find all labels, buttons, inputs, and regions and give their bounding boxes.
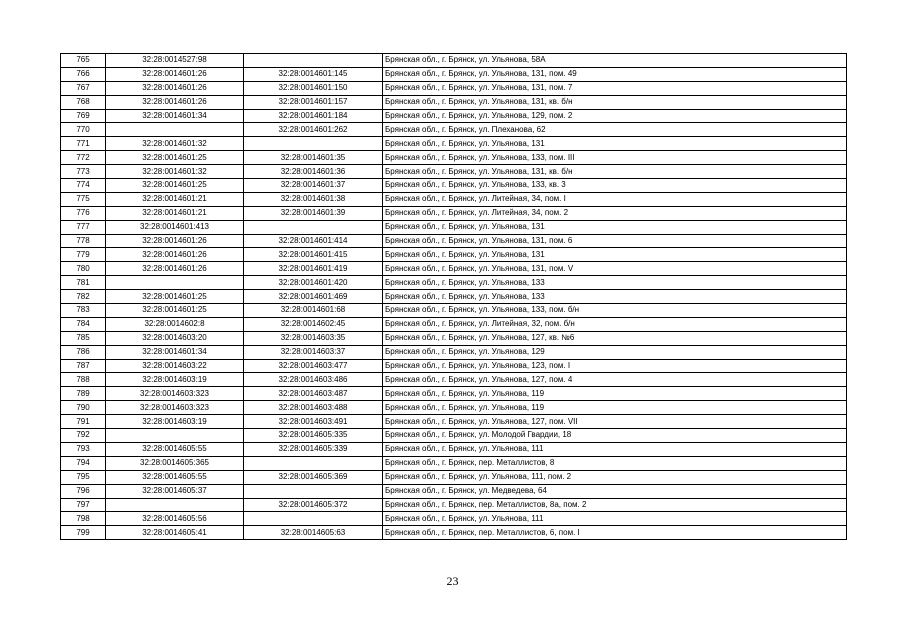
row-number-cell: 787 — [61, 359, 106, 373]
table-row — [61, 498, 847, 512]
address-cell: Брянская обл., г. Брянск, ул. Ульянова, 131, пом. 7 — [383, 81, 847, 95]
address-cell: Брянская обл., г. Брянск, ул. Ульянова, 133, пом. б/н — [383, 304, 847, 318]
parent-cadastral-number-cell: 32:28:0014605:55 — [106, 470, 244, 484]
row-number-cell: 776 — [61, 206, 106, 220]
row-number-cell: 788 — [61, 373, 106, 387]
cadastral-number-cell — [244, 137, 383, 151]
cadastral-number-cell: 32:28:0014601:157 — [244, 95, 383, 109]
table-row — [61, 345, 847, 359]
address-cell: Брянская обл., г. Брянск, ул. Ульянова, 111 — [383, 512, 847, 526]
table-row — [61, 165, 847, 179]
table-row — [61, 151, 847, 165]
cadastral-number-cell: 32:28:0014603:488 — [244, 401, 383, 415]
address-cell: Брянская обл., г. Брянск, ул. Ульянова, 127, пом. 4 — [383, 373, 847, 387]
table-row — [61, 456, 847, 470]
row-number-cell: 769 — [61, 109, 106, 123]
row-number-cell: 777 — [61, 220, 106, 234]
table-row — [61, 179, 847, 193]
row-number-cell: 766 — [61, 67, 106, 81]
table-row — [61, 192, 847, 206]
address-cell: Брянская обл., г. Брянск, ул. Ульянова, 131, пом. 6 — [383, 234, 847, 248]
row-number-cell: 799 — [61, 526, 106, 540]
table-row — [61, 526, 847, 540]
parent-cadastral-number-cell: 32:28:0014601:25 — [106, 290, 244, 304]
parent-cadastral-number-cell — [106, 498, 244, 512]
row-number-cell: 796 — [61, 484, 106, 498]
parent-cadastral-number-cell: 32:28:0014601:21 — [106, 192, 244, 206]
parent-cadastral-number-cell: 32:28:0014605:56 — [106, 512, 244, 526]
parent-cadastral-number-cell: 32:28:0014605:365 — [106, 456, 244, 470]
cadastral-number-cell: 32:28:0014601:419 — [244, 262, 383, 276]
parent-cadastral-number-cell: 32:28:0014601:26 — [106, 234, 244, 248]
address-cell: Брянская обл., г. Брянск, ул. Ульянова, 131, кв. б/н — [383, 165, 847, 179]
table-row — [61, 373, 847, 387]
cadastral-number-cell — [244, 484, 383, 498]
row-number-cell: 765 — [61, 54, 106, 68]
address-cell: Брянская обл., г. Брянск, ул. Ульянова, 133 — [383, 290, 847, 304]
parent-cadastral-number-cell: 32:28:0014601:413 — [106, 220, 244, 234]
row-number-cell: 793 — [61, 442, 106, 456]
table-row — [61, 304, 847, 318]
cadastral-number-cell: 32:28:0014601:68 — [244, 304, 383, 318]
cadastral-number-cell: 32:28:0014605:369 — [244, 470, 383, 484]
row-number-cell: 774 — [61, 179, 106, 193]
address-cell: Брянская обл., г. Брянск, ул. Ульянова, 123, пом. I — [383, 359, 847, 373]
row-number-cell: 767 — [61, 81, 106, 95]
cadastral-number-cell: 32:28:0014601:415 — [244, 248, 383, 262]
cadastral-number-cell: 32:28:0014601:469 — [244, 290, 383, 304]
parent-cadastral-number-cell — [106, 123, 244, 137]
cadastral-number-cell: 32:28:0014605:63 — [244, 526, 383, 540]
cadastral-number-cell — [244, 456, 383, 470]
table-row — [61, 470, 847, 484]
cadastral-number-cell: 32:28:0014601:37 — [244, 179, 383, 193]
cadastral-number-cell: 32:28:0014601:38 — [244, 192, 383, 206]
table-row — [61, 442, 847, 456]
row-number-cell: 792 — [61, 429, 106, 443]
parent-cadastral-number-cell: 32:28:0014601:26 — [106, 262, 244, 276]
address-cell: Брянская обл., г. Брянск, ул. Ульянова, 131, кв. б/н — [383, 95, 847, 109]
cadastral-number-cell: 32:28:0014601:35 — [244, 151, 383, 165]
address-cell: Брянская обл., г. Брянск, ул. Ульянова, 58А — [383, 54, 847, 68]
address-cell: Брянская обл., г. Брянск, ул. Медведева, 64 — [383, 484, 847, 498]
cadastral-number-cell — [244, 220, 383, 234]
address-cell: Брянская обл., г. Брянск, ул. Ульянова, 131 — [383, 248, 847, 262]
parent-cadastral-number-cell: 32:28:0014603:323 — [106, 387, 244, 401]
row-number-cell: 771 — [61, 137, 106, 151]
table-row — [61, 81, 847, 95]
table-row — [61, 401, 847, 415]
cadastral-number-cell: 32:28:0014601:150 — [244, 81, 383, 95]
row-number-cell: 785 — [61, 331, 106, 345]
row-number-cell: 782 — [61, 290, 106, 304]
address-cell: Брянская обл., г. Брянск, ул. Ульянова, 131, пом. V — [383, 262, 847, 276]
address-cell: Брянская обл., г. Брянск, пер. Металлистов, 8а, пом. 2 — [383, 498, 847, 512]
cadastral-number-cell: 32:28:0014605:372 — [244, 498, 383, 512]
parent-cadastral-number-cell: 32:28:0014601:26 — [106, 248, 244, 262]
address-cell: Брянская обл., г. Брянск, пер. Металлистов, 6, пом. I — [383, 526, 847, 540]
page-number: 23 — [446, 574, 459, 588]
parent-cadastral-number-cell: 32:28:0014601:25 — [106, 151, 244, 165]
address-cell: Брянская обл., г. Брянск, ул. Ульянова, 133 — [383, 276, 847, 290]
address-cell: Брянская обл., г. Брянск, пер. Металлистов, 8 — [383, 456, 847, 470]
parent-cadastral-number-cell: 32:28:0014605:55 — [106, 442, 244, 456]
cadastral-number-cell — [244, 512, 383, 526]
cadastral-number-cell: 32:28:0014601:262 — [244, 123, 383, 137]
cadastral-number-cell: 32:28:0014603:37 — [244, 345, 383, 359]
table-row — [61, 234, 847, 248]
table-row — [61, 276, 847, 290]
table-row — [61, 54, 847, 68]
parent-cadastral-number-cell: 32:28:0014601:26 — [106, 81, 244, 95]
address-cell: Брянская обл., г. Брянск, ул. Ульянова, 119 — [383, 401, 847, 415]
registry-table-body — [61, 54, 847, 540]
table-row — [61, 262, 847, 276]
cadastral-number-cell — [244, 54, 383, 68]
parent-cadastral-number-cell: 32:28:0014601:34 — [106, 345, 244, 359]
parent-cadastral-number-cell: 32:28:0014601:21 — [106, 206, 244, 220]
parent-cadastral-number-cell — [106, 276, 244, 290]
address-cell: Брянская обл., г. Брянск, ул. Ульянова, 133, пом. III — [383, 151, 847, 165]
parent-cadastral-number-cell: 32:28:0014603:19 — [106, 373, 244, 387]
cadastral-number-cell: 32:28:0014603:491 — [244, 415, 383, 429]
row-number-cell: 786 — [61, 345, 106, 359]
row-number-cell: 791 — [61, 415, 106, 429]
row-number-cell: 797 — [61, 498, 106, 512]
cadastral-number-cell: 32:28:0014601:420 — [244, 276, 383, 290]
parent-cadastral-number-cell: 32:28:0014605:37 — [106, 484, 244, 498]
row-number-cell: 794 — [61, 456, 106, 470]
address-cell: Брянская обл., г. Брянск, ул. Литейная, 34, пом. 2 — [383, 206, 847, 220]
row-number-cell: 768 — [61, 95, 106, 109]
address-cell: Брянская обл., г. Брянск, ул. Ульянова, 129 — [383, 345, 847, 359]
parent-cadastral-number-cell: 32:28:0014601:32 — [106, 137, 244, 151]
row-number-cell: 780 — [61, 262, 106, 276]
cadastral-number-cell: 32:28:0014603:486 — [244, 373, 383, 387]
parent-cadastral-number-cell: 32:28:0014527:98 — [106, 54, 244, 68]
address-cell: Брянская обл., г. Брянск, ул. Ульянова, 133, кв. 3 — [383, 179, 847, 193]
row-number-cell: 779 — [61, 248, 106, 262]
row-number-cell: 795 — [61, 470, 106, 484]
row-number-cell: 773 — [61, 165, 106, 179]
property-registry-table — [60, 53, 847, 540]
table-row — [61, 359, 847, 373]
table-row — [61, 67, 847, 81]
parent-cadastral-number-cell: 32:28:0014601:34 — [106, 109, 244, 123]
row-number-cell: 770 — [61, 123, 106, 137]
row-number-cell: 781 — [61, 276, 106, 290]
table-row — [61, 331, 847, 345]
address-cell: Брянская обл., г. Брянск, ул. Ульянова, 119 — [383, 387, 847, 401]
parent-cadastral-number-cell: 32:28:0014603:323 — [106, 401, 244, 415]
cadastral-number-cell: 32:28:0014603:487 — [244, 387, 383, 401]
table-row — [61, 95, 847, 109]
address-cell: Брянская обл., г. Брянск, ул. Ульянова, 131 — [383, 137, 847, 151]
cadastral-number-cell: 32:28:0014601:414 — [244, 234, 383, 248]
cadastral-number-cell: 32:28:0014603:477 — [244, 359, 383, 373]
address-cell: Брянская обл., г. Брянск, ул. Молодой Гвардии, 18 — [383, 429, 847, 443]
table-row — [61, 220, 847, 234]
address-cell: Брянская обл., г. Брянск, ул. Литейная, 34, пом. I — [383, 192, 847, 206]
address-cell: Брянская обл., г. Брянск, ул. Ульянова, 127, кв. №6 — [383, 331, 847, 345]
address-cell: Брянская обл., г. Брянск, ул. Ульянова, 131 — [383, 220, 847, 234]
row-number-cell: 790 — [61, 401, 106, 415]
cadastral-number-cell: 32:28:0014605:339 — [244, 442, 383, 456]
table-row — [61, 317, 847, 331]
address-cell: Брянская обл., г. Брянск, ул. Литейная, 32, пом. б/н — [383, 317, 847, 331]
parent-cadastral-number-cell: 32:28:0014602:8 — [106, 317, 244, 331]
address-cell: Брянская обл., г. Брянск, ул. Плеханова, 62 — [383, 123, 847, 137]
row-number-cell: 789 — [61, 387, 106, 401]
table-row — [61, 109, 847, 123]
table-row — [61, 248, 847, 262]
cadastral-number-cell: 32:28:0014602:45 — [244, 317, 383, 331]
address-cell: Брянская обл., г. Брянск, ул. Ульянова, 127, пом. VII — [383, 415, 847, 429]
address-cell: Брянская обл., г. Брянск, ул. Ульянова, 111, пом. 2 — [383, 470, 847, 484]
parent-cadastral-number-cell: 32:28:0014601:25 — [106, 179, 244, 193]
parent-cadastral-number-cell: 32:28:0014603:22 — [106, 359, 244, 373]
table-row — [61, 206, 847, 220]
cadastral-number-cell: 32:28:0014601:184 — [244, 109, 383, 123]
parent-cadastral-number-cell: 32:28:0014601:26 — [106, 95, 244, 109]
parent-cadastral-number-cell: 32:28:0014605:41 — [106, 526, 244, 540]
table-row — [61, 512, 847, 526]
table-row — [61, 387, 847, 401]
address-cell: Брянская обл., г. Брянск, ул. Ульянова, 131, пом. 49 — [383, 67, 847, 81]
table-row — [61, 123, 847, 137]
row-number-cell: 772 — [61, 151, 106, 165]
parent-cadastral-number-cell — [106, 429, 244, 443]
table-row — [61, 137, 847, 151]
cadastral-number-cell: 32:28:0014601:36 — [244, 165, 383, 179]
cadastral-number-cell: 32:28:0014605:335 — [244, 429, 383, 443]
row-number-cell: 778 — [61, 234, 106, 248]
parent-cadastral-number-cell: 32:28:0014601:25 — [106, 304, 244, 318]
cadastral-number-cell: 32:28:0014603:35 — [244, 331, 383, 345]
parent-cadastral-number-cell: 32:28:0014601:26 — [106, 67, 244, 81]
row-number-cell: 775 — [61, 192, 106, 206]
parent-cadastral-number-cell: 32:28:0014601:32 — [106, 165, 244, 179]
table-row — [61, 415, 847, 429]
cadastral-number-cell: 32:28:0014601:145 — [244, 67, 383, 81]
table-row — [61, 429, 847, 443]
parent-cadastral-number-cell: 32:28:0014603:20 — [106, 331, 244, 345]
address-cell: Брянская обл., г. Брянск, ул. Ульянова, 111 — [383, 442, 847, 456]
row-number-cell: 784 — [61, 317, 106, 331]
cadastral-number-cell: 32:28:0014601:39 — [244, 206, 383, 220]
row-number-cell: 783 — [61, 304, 106, 318]
address-cell: Брянская обл., г. Брянск, ул. Ульянова, 129, пом. 2 — [383, 109, 847, 123]
table-row — [61, 290, 847, 304]
parent-cadastral-number-cell: 32:28:0014603:19 — [106, 415, 244, 429]
row-number-cell: 798 — [61, 512, 106, 526]
table-row — [61, 484, 847, 498]
